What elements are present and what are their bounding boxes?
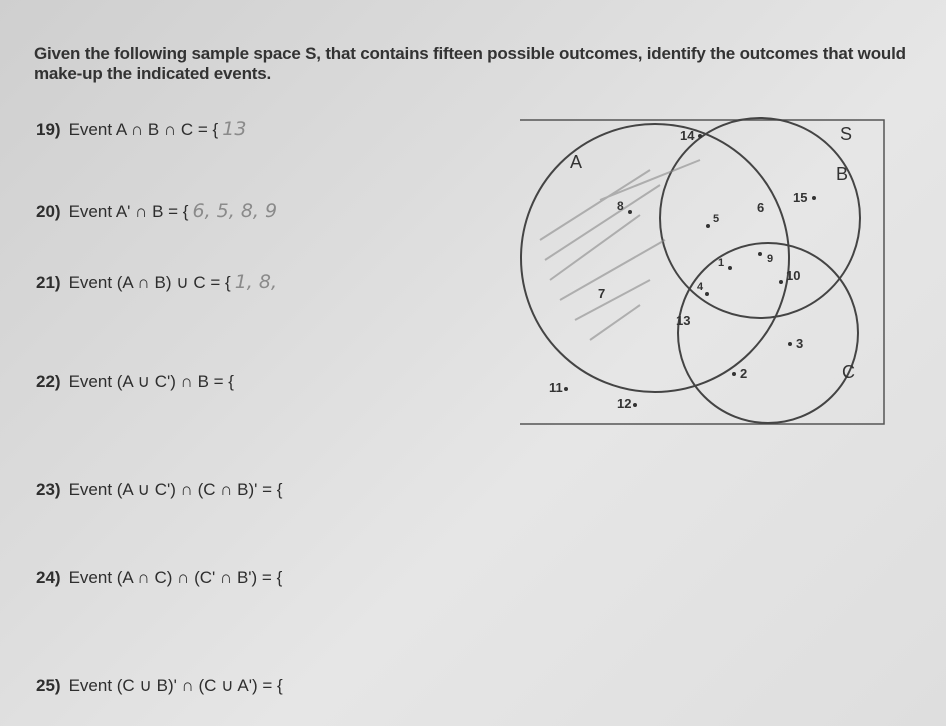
question-event: Event (A ∩ C) ∩ (C' ∩ B') = { <box>68 568 283 587</box>
outcome-3: 3 <box>796 336 804 351</box>
outcome-2: 2 <box>740 366 748 381</box>
outcome-9: 9 <box>767 253 774 265</box>
handwritten-answer: 6, 5, 8, 9 <box>192 200 278 222</box>
question-number: 24) <box>36 568 61 587</box>
set-label-c: C <box>842 362 855 382</box>
outcome-8: 8 <box>617 199 624 213</box>
handwritten-answer: 13 <box>222 118 247 140</box>
question-number: 22) <box>36 372 61 391</box>
outcome-13: 13 <box>676 313 691 328</box>
outcome-12: 12 <box>617 396 632 411</box>
question-event: Event (A ∪ C') ∩ (C ∩ B)' = { <box>68 480 283 499</box>
outcome-10: 10 <box>786 268 801 283</box>
outcome-11: 11 <box>549 380 563 395</box>
question-event: Event (A ∩ B) ∪ C = { <box>68 273 231 292</box>
question-number: 20) <box>36 202 61 221</box>
instructions-text: Given the following sample space S, that contains fifteen possible outcomes, identify the outcomes that would make-up the indicated events. <box>34 44 906 83</box>
outcome-15: 15 <box>793 190 808 205</box>
outcome-dots <box>564 134 816 407</box>
question-number: 21) <box>36 273 61 292</box>
outcome-6: 6 <box>757 200 765 215</box>
outcome-14: 14 <box>680 128 695 143</box>
question-event: Event (A ∪ C') ∩ B = { <box>68 372 234 391</box>
circle-a <box>521 124 789 392</box>
question-number: 25) <box>36 676 61 695</box>
set-label-b: B <box>836 164 849 184</box>
sample-space-label: S <box>840 124 853 144</box>
outcome-1: 1 <box>718 257 725 269</box>
outcome-5: 5 <box>713 213 720 225</box>
circle-c <box>678 243 858 423</box>
question-number: 23) <box>36 480 61 499</box>
question-number: 19) <box>36 120 61 139</box>
question-event: Event A ∩ B ∩ C = { <box>68 120 219 139</box>
outcome-7: 7 <box>598 286 606 301</box>
question-event: Event (C ∪ B)' ∩ (C ∪ A') = { <box>68 676 283 695</box>
outcome-4: 4 <box>697 281 704 293</box>
handwritten-answer: 1, 8, <box>234 271 278 293</box>
set-label-a: A <box>570 152 583 172</box>
question-event: Event A' ∩ B = { <box>68 202 189 221</box>
